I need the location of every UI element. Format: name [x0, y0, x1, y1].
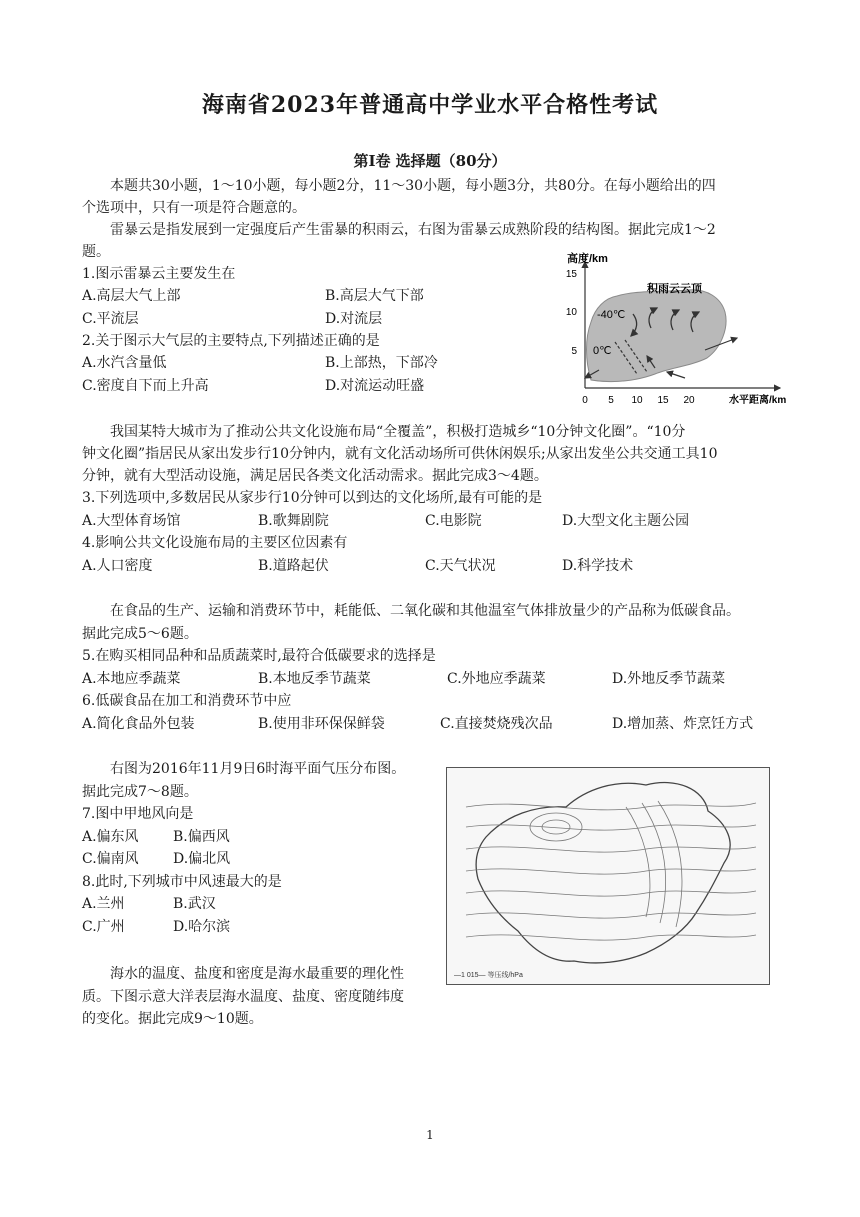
- question-2-stem: 2.关于图示大气层的主要特点,下列描述正确的是: [82, 333, 380, 349]
- passage-2-line-2: 钟文化圈”指居民从家出发步行10分钟内，就有文化活动场所可供休闲娱乐;从家出发坐公共交通工具10: [82, 446, 718, 462]
- x-tick-20: 20: [683, 395, 695, 406]
- question-3-option-b: B.歌舞剧院: [258, 513, 329, 529]
- cumulonimbus-cloud-shape: [587, 290, 727, 382]
- passage-3-line-1: 在食品的生产、运输和消费环节中，耗能低、二氧化碳和其他温室气体排放量少的产品称为低碳食品。: [110, 603, 740, 619]
- question-4-option-d: D.科学技术: [562, 558, 634, 574]
- question-2-option-d: D.对流运动旺盛: [325, 378, 425, 394]
- question-8-option-b: B.武汉: [173, 896, 216, 912]
- section-heading: 第Ⅰ卷 选择题（80分）: [353, 152, 507, 170]
- passage-2-line-3: 分钟，就有大型活动设施，满足居民各类文化活动需求。据此完成3～4题。: [82, 468, 548, 484]
- question-5-option-a: A.本地应季蔬菜: [82, 671, 181, 687]
- x-tick-10: 10: [631, 395, 643, 406]
- passage-5-line-3: 的变化。据此完成9～10题。: [82, 1011, 263, 1027]
- thunderstorm-cloud-figure: [555, 250, 795, 415]
- x-tick-0: 0: [582, 395, 588, 406]
- x-tick-15: 15: [657, 395, 669, 406]
- question-4-option-c: C.天气状况: [425, 558, 496, 574]
- exam-title: 海南省2023年普通高中学业水平合格性考试: [201, 92, 659, 118]
- question-2-option-c: C.密度自下而上升高: [82, 378, 209, 394]
- passage-2-line-1: 我国某特大城市为了推动公共文化设施布局“全覆盖”，积极打造城乡“10分钟文化圈”。“10分: [110, 424, 686, 440]
- question-2-option-a: A.水汽含量低: [82, 355, 167, 371]
- intro-line-2: 个选项中，只有一项是符合题意的。: [82, 200, 306, 216]
- page-number: 1: [426, 1128, 434, 1142]
- isobar-legend: —1 015— 等压线/hPa: [454, 972, 523, 979]
- passage-4-line-2: 据此完成7～8题。: [82, 784, 198, 800]
- question-7-option-c: C.偏南风: [82, 851, 139, 867]
- question-3-option-c: C.电影院: [425, 513, 482, 529]
- question-1-option-c: C.平流层: [82, 311, 139, 327]
- question-4-stem: 4.影响公共文化设施布局的主要区位因素有: [82, 535, 348, 551]
- passage-4-line-1: 右图为2016年11月9日6时海平面气压分布图。: [110, 761, 406, 777]
- question-1-option-a: A.高层大气上部: [82, 288, 181, 304]
- x-tick-5: 5: [608, 395, 614, 406]
- question-8-stem: 8.此时,下列城市中风速最大的是: [82, 874, 282, 890]
- cloud-top-label: 积雨云云顶: [647, 283, 702, 295]
- question-1-option-b: B.高层大气下部: [325, 288, 424, 304]
- intro-line-1: 本题共30小题，1～10小题，每小题2分，11～30小题，每小题3分，共80分。在每小题给出的四: [110, 178, 716, 194]
- passage-1-line-1: 雷暴云是指发展到一定强度后产生雷暴的积雨云，右图为雷暴云成熟阶段的结构图。据此完成1～2: [110, 222, 716, 238]
- question-7-option-b: B.偏西风: [173, 829, 230, 845]
- question-4-option-a: A.人口密度: [82, 558, 153, 574]
- question-6-option-a: A.简化食品外包装: [82, 716, 195, 732]
- question-5-option-d: D.外地反季节蔬菜: [612, 671, 726, 687]
- passage-5-line-1: 海水的温度、盐度和密度是海水最重要的理化性: [110, 966, 404, 982]
- temp-0-label: 0℃: [593, 345, 612, 357]
- y-tick-10: 10: [565, 307, 577, 318]
- question-5-option-b: B.本地反季节蔬菜: [258, 671, 371, 687]
- question-7-option-d: D.偏北风: [173, 851, 231, 867]
- pressure-map-figure: [446, 767, 770, 985]
- inflow-arrow: [667, 372, 685, 378]
- question-5-option-c: C.外地应季蔬菜: [447, 671, 546, 687]
- question-6-stem: 6.低碳食品在加工和消费环节中应: [82, 693, 292, 709]
- question-7-stem: 7.图中甲地风向是: [82, 806, 194, 822]
- question-3-stem: 3.下列选项中,多数居民从家步行10分钟可以到达的文化场所,最有可能的是: [82, 490, 543, 506]
- question-7-option-a: A.偏东风: [82, 829, 139, 845]
- y-tick-5: 5: [571, 346, 577, 357]
- question-8-option-d: D.哈尔滨: [173, 919, 231, 935]
- y-tick-15: 15: [565, 269, 577, 280]
- question-4-option-b: B.道路起伏: [258, 558, 329, 574]
- question-1-option-d: D.对流层: [325, 311, 383, 327]
- question-5-stem: 5.在购买相同品种和品质蔬菜时,最符合低碳要求的选择是: [82, 648, 436, 664]
- question-6-option-b: B.使用非环保保鲜袋: [258, 716, 385, 732]
- question-3-option-a: A.大型体育场馆: [82, 513, 181, 529]
- x-axis-label: 水平距离/km: [729, 395, 787, 406]
- question-3-option-d: D.大型文化主题公园: [562, 513, 690, 529]
- question-8-option-a: A.兰州: [82, 896, 125, 912]
- question-6-option-d: D.增加蒸、炸烹饪方式: [612, 716, 754, 732]
- passage-1-line-2: 题。: [82, 244, 110, 260]
- question-2-option-b: B.上部热，下部冷: [325, 355, 438, 371]
- question-1-stem: 1.图示雷暴云主要发生在: [82, 266, 236, 282]
- y-axis-label: 高度/km: [567, 253, 608, 265]
- passage-3-line-2: 据此完成5～6题。: [82, 626, 198, 642]
- question-6-option-c: C.直接焚烧残次品: [440, 716, 553, 732]
- map-frame: [447, 768, 770, 985]
- question-8-option-c: C.广州: [82, 919, 125, 935]
- temp-minus-40-label: -40℃: [597, 309, 626, 321]
- passage-5-line-2: 质。下图示意大洋表层海水温度、盐度、密度随纬度: [82, 989, 404, 1005]
